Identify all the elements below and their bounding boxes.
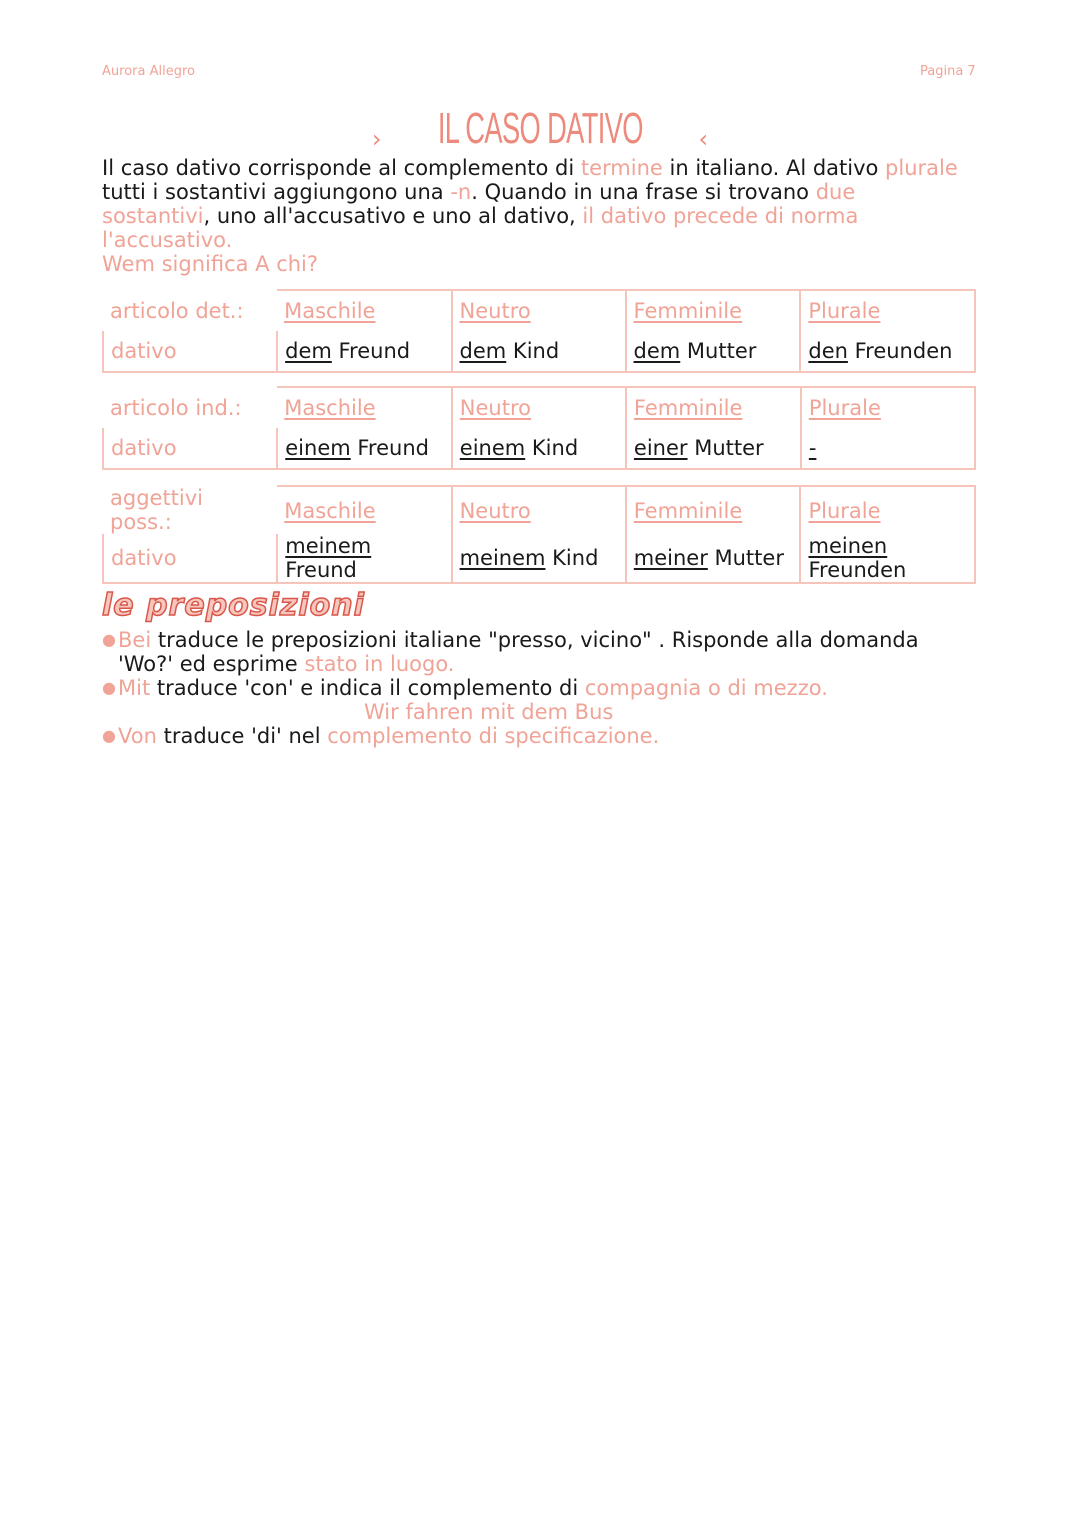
preposition-word: Von: [118, 724, 157, 748]
intro-text: tutti i sostantivi aggiungono una: [102, 180, 451, 204]
preposition-word: Mit: [118, 676, 151, 700]
noun: Freunden: [808, 558, 907, 582]
column-header: Femminile: [633, 299, 743, 323]
noun: Freunden: [847, 339, 953, 363]
table-cell: [277, 534, 451, 583]
table-cell: [452, 534, 626, 583]
possessive-adjective-table: [102, 485, 976, 584]
title-arrow-right: ‹: [698, 124, 709, 153]
column-header: Neutro: [459, 498, 531, 523]
intro-text: in italiano. Al dativo: [662, 156, 886, 180]
definite-article-table: [102, 289, 976, 373]
table-label: articolo ind.:: [110, 395, 242, 420]
preposition-word: Bei: [118, 628, 152, 652]
column-header: Maschile: [284, 299, 376, 323]
noun: Kind: [525, 436, 579, 460]
column-header: Plurale: [808, 299, 881, 323]
article: meinem: [459, 546, 546, 570]
intro-highlight: plurale: [885, 156, 958, 180]
intro-highlight: termine: [580, 156, 663, 180]
column-header: Plurale: [808, 498, 881, 523]
prepositions-heading: le preposizioni: [102, 588, 365, 623]
indefinite-article-table: [102, 386, 976, 470]
table-cell: [277, 428, 452, 469]
case-label: dativo: [103, 428, 277, 469]
list-item: [102, 676, 972, 700]
article: einem: [459, 436, 526, 460]
preposition-highlight: complemento di specificazione.: [327, 724, 660, 748]
article: meinen: [808, 534, 888, 558]
title-arrow-left: ›: [371, 124, 382, 153]
intro-highlight: -n: [450, 180, 472, 204]
intro-highlight: il dativo precede di norma l'accusativo.: [102, 204, 859, 252]
case-label: dativo: [103, 534, 277, 583]
table-cell: [801, 428, 975, 469]
table-cell: [626, 534, 801, 583]
article: meinem: [285, 534, 372, 558]
article: einem: [285, 436, 351, 460]
noun: Mutter: [687, 436, 764, 460]
preposition-highlight: stato in luogo.: [304, 652, 455, 676]
table-cell: [626, 331, 801, 372]
table-label: aggettivi poss.:: [110, 486, 204, 534]
page-title: [0, 104, 1080, 154]
noun: Kind: [506, 339, 560, 363]
prepositions-list: [102, 628, 972, 748]
preposition-text: traduce 'con' e indica il complemento di: [150, 676, 585, 700]
column-header: Neutro: [459, 299, 531, 323]
column-header: Maschile: [284, 498, 376, 523]
article: dem: [459, 339, 507, 363]
noun: Mutter: [707, 546, 784, 570]
noun: Mutter: [680, 339, 757, 363]
list-item: [102, 724, 972, 748]
title-text: IL CASO DATIVO: [437, 104, 643, 153]
table-cell: [800, 331, 975, 372]
intro-paragraph: [102, 156, 962, 276]
column-header: Maschile: [284, 396, 376, 420]
preposition-highlight: compagnia o di mezzo.: [584, 676, 828, 700]
preposition-text: traduce le preposizioni italiane "presso, vicino" . Risponde alla domanda 'Wo?' ed esprime: [118, 628, 919, 676]
column-header: Plurale: [808, 396, 881, 420]
table-cell: [800, 534, 975, 583]
author-name: Aurora Allegro: [102, 64, 195, 79]
article: den: [808, 339, 848, 363]
bullet-icon: ●: [102, 630, 116, 649]
bullet-icon: ●: [102, 678, 116, 697]
page-number: Pagina 7: [920, 64, 976, 79]
table-cell: [277, 331, 451, 372]
case-label: dativo: [103, 331, 277, 372]
noun: Freund: [285, 558, 357, 582]
intro-text: Il caso dativo corrisponde al complemento di: [102, 156, 581, 180]
noun: Freund: [350, 436, 429, 460]
article: dem: [633, 339, 681, 363]
table-cell: [452, 428, 626, 469]
intro-text: . Quando in una frase si trovano: [471, 180, 816, 204]
list-item: [102, 628, 972, 676]
article: meiner: [633, 546, 708, 570]
article: dem: [285, 339, 332, 363]
table-cell: [452, 331, 626, 372]
article: -: [808, 436, 817, 460]
intro-highlight: due sostantivi: [102, 180, 856, 228]
noun: Kind: [545, 546, 599, 570]
bullet-icon: ●: [102, 726, 116, 745]
intro-text: , uno all'accusativo e uno al dativo,: [203, 204, 583, 228]
column-header: Femminile: [633, 498, 743, 523]
example-sentence: Wir fahren mit dem Bus: [364, 700, 614, 724]
table-label: articolo det.:: [110, 298, 244, 323]
preposition-text: traduce 'di' nel: [156, 724, 328, 748]
article: einer: [633, 436, 688, 460]
noun: Freund: [331, 339, 411, 363]
table-cell: [626, 428, 801, 469]
intro-question: Wem significa A chi?: [102, 252, 319, 276]
column-header: Femminile: [633, 396, 743, 420]
column-header: Neutro: [459, 396, 531, 420]
